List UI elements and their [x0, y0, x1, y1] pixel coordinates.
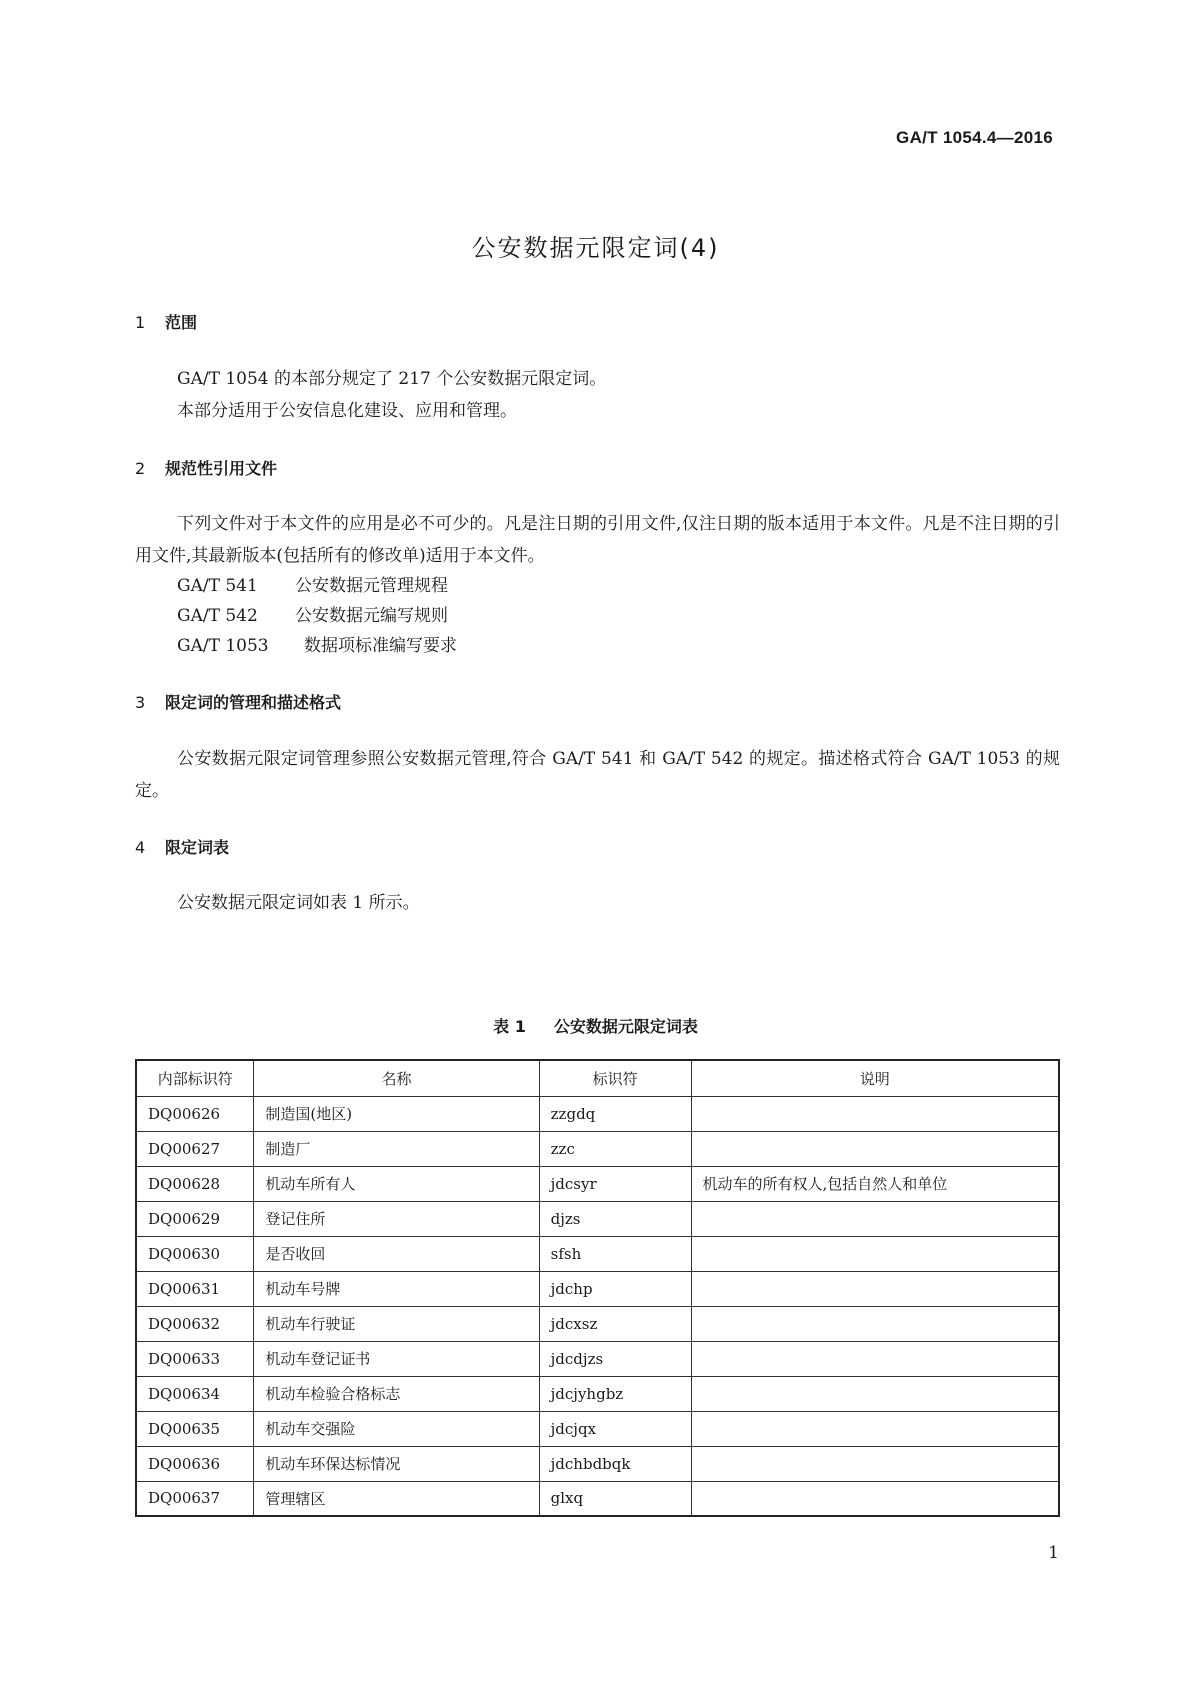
section-number: 2 [135, 459, 146, 478]
name-cell: 管理辖区 [254, 1481, 539, 1516]
internal-id-cell: DQ00633 [136, 1341, 254, 1376]
name-cell: 是否收回 [254, 1236, 539, 1271]
table-row [136, 1096, 1059, 1131]
description-cell [691, 1481, 1059, 1516]
table-row [136, 1131, 1059, 1166]
description-cell [691, 1201, 1059, 1236]
table-caption-label: 表 1 [493, 1017, 526, 1036]
section-1-heading [135, 310, 197, 333]
identifier-cell: glxq [539, 1481, 691, 1516]
name-cell: 机动车行驶证 [254, 1306, 539, 1341]
section-2-body [135, 508, 1060, 572]
reference-code: GA/T 541 [177, 576, 258, 596]
table-row [136, 1411, 1059, 1446]
section-4-heading [135, 835, 229, 858]
column-header: 说明 [691, 1060, 1059, 1096]
description-cell [691, 1376, 1059, 1411]
internal-id-cell: DQ00629 [136, 1201, 254, 1236]
identifier-cell: sfsh [539, 1236, 691, 1271]
internal-id-cell: DQ00626 [136, 1096, 254, 1131]
internal-id-cell: DQ00628 [136, 1166, 254, 1201]
description-cell [691, 1236, 1059, 1271]
reference-item [177, 571, 448, 596]
internal-id-cell: DQ00637 [136, 1481, 254, 1516]
reference-title: 公安数据元编写规则 [295, 606, 448, 626]
description-cell [691, 1306, 1059, 1341]
internal-id-cell: DQ00635 [136, 1411, 254, 1446]
table-body [136, 1096, 1059, 1516]
section-3-body [135, 743, 1060, 807]
identifier-cell: jdcxsz [539, 1306, 691, 1341]
paragraph: 公安数据元限定词管理参照公安数据元管理,符合 GA/T 541 和 GA/T 542 的规定。描述格式符合 GA/T 1053 的规定。 [135, 749, 1060, 801]
name-cell: 机动车所有人 [254, 1166, 539, 1201]
document-title: 公安数据元限定词(4) [471, 234, 720, 262]
table-row [136, 1446, 1059, 1481]
internal-id-cell: DQ00632 [136, 1306, 254, 1341]
name-cell: 登记住所 [254, 1201, 539, 1236]
table-row [136, 1236, 1059, 1271]
section-title: 限定词的管理和描述格式 [165, 693, 342, 712]
reference-title: 数据项标准编写要求 [304, 636, 457, 656]
table-row [136, 1341, 1059, 1376]
paragraph: 本部分适用于公安信息化建设、应用和管理。 [177, 401, 517, 421]
section-3-heading [135, 690, 341, 713]
column-header: 名称 [254, 1060, 539, 1096]
section-title: 限定词表 [165, 838, 230, 857]
internal-id-cell: DQ00627 [136, 1131, 254, 1166]
section-number: 1 [135, 313, 146, 332]
paragraph: 公安数据元限定词如表 1 所示。 [177, 893, 420, 913]
reference-code: GA/T 542 [177, 606, 258, 626]
section-number: 3 [135, 693, 146, 712]
name-cell: 制造厂 [254, 1131, 539, 1166]
identifier-cell: zzc [539, 1131, 691, 1166]
description-cell [691, 1096, 1059, 1131]
identifier-cell: zzgdq [539, 1096, 691, 1131]
reference-item [177, 631, 457, 656]
section-1-body [135, 363, 1060, 427]
table-row [136, 1306, 1059, 1341]
reference-code: GA/T 1053 [177, 636, 269, 656]
section-4-body [135, 887, 1060, 919]
identifier-cell: jdcdjzs [539, 1341, 691, 1376]
table-caption-title: 公安数据元限定词表 [553, 1017, 698, 1036]
name-cell: 机动车交强险 [254, 1411, 539, 1446]
description-cell: 机动车的所有权人,包括自然人和单位 [691, 1166, 1059, 1201]
description-cell [691, 1271, 1059, 1306]
column-header: 标识符 [539, 1060, 691, 1096]
table-header-row [136, 1060, 1059, 1096]
table-row [136, 1481, 1059, 1516]
name-cell: 机动车号牌 [254, 1271, 539, 1306]
reference-title: 公安数据元管理规程 [295, 576, 448, 596]
page-number: 1 [1048, 1543, 1059, 1563]
name-cell: 制造国(地区) [254, 1096, 539, 1131]
name-cell: 机动车登记证书 [254, 1341, 539, 1376]
standard-code: GA/T 1054.4—2016 [896, 128, 1053, 147]
section-title: 规范性引用文件 [165, 459, 278, 478]
internal-id-cell: DQ00631 [136, 1271, 254, 1306]
internal-id-cell: DQ00630 [136, 1236, 254, 1271]
section-title: 范围 [165, 313, 198, 332]
qualifier-table [135, 1059, 1060, 1517]
table-row [136, 1271, 1059, 1306]
paragraph: GA/T 1054 的本部分规定了 217 个公安数据元限定词。 [177, 369, 607, 389]
table-row [136, 1166, 1059, 1201]
identifier-cell: jdcjqx [539, 1411, 691, 1446]
table-caption [0, 1014, 1191, 1037]
table-row [136, 1376, 1059, 1411]
description-cell [691, 1446, 1059, 1481]
paragraph: 下列文件对于本文件的应用是必不可少的。凡是注日期的引用文件,仅注日期的版本适用于本文件。凡是不注日期的引用文件,其最新版本(包括所有的修改单)适用于本文件。 [135, 514, 1060, 566]
column-header: 内部标识符 [136, 1060, 254, 1096]
description-cell [691, 1411, 1059, 1446]
reference-item [177, 601, 448, 626]
section-2-heading [135, 456, 277, 479]
internal-id-cell: DQ00634 [136, 1376, 254, 1411]
identifier-cell: jdcjyhgbz [539, 1376, 691, 1411]
identifier-cell: jdcsyr [539, 1166, 691, 1201]
description-cell [691, 1131, 1059, 1166]
internal-id-cell: DQ00636 [136, 1446, 254, 1481]
identifier-cell: jdchp [539, 1271, 691, 1306]
name-cell: 机动车环保达标情况 [254, 1446, 539, 1481]
identifier-cell: djzs [539, 1201, 691, 1236]
section-number: 4 [135, 838, 146, 857]
table-row [136, 1201, 1059, 1236]
name-cell: 机动车检验合格标志 [254, 1376, 539, 1411]
description-cell [691, 1341, 1059, 1376]
identifier-cell: jdchbdbqk [539, 1446, 691, 1481]
